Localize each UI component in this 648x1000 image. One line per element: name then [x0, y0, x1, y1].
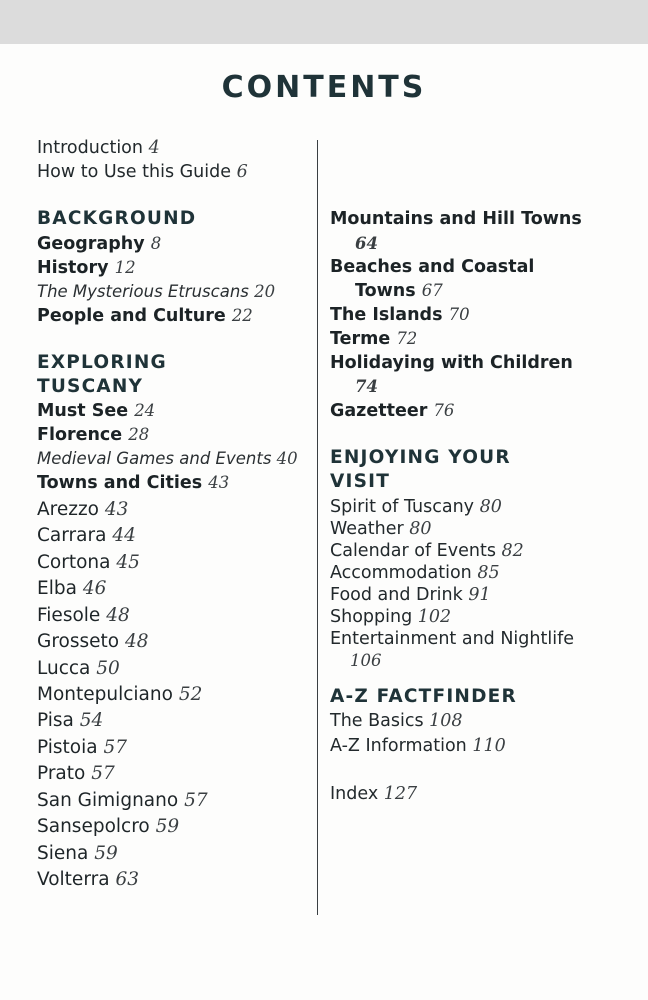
entry-title: Introduction	[37, 138, 143, 158]
entry-title: How to Use this Guide	[37, 162, 232, 182]
toc-entry	[37, 376, 143, 398]
entry-title: Gazetteer	[330, 401, 428, 421]
toc-entry	[330, 400, 454, 422]
entry-title: VISIT	[330, 471, 391, 492]
page-number: 24	[134, 401, 156, 420]
toc-entry	[355, 376, 378, 398]
page-number: 22	[231, 306, 253, 325]
toc-entry	[330, 352, 573, 374]
page-number: 57	[91, 763, 115, 784]
entry-title: Weather	[330, 519, 404, 539]
toc-entry	[37, 605, 130, 627]
toc-entry	[37, 400, 155, 422]
toc-entry	[330, 606, 451, 628]
entry-title: Holidaying with Children	[330, 353, 573, 373]
page-number: 80	[409, 519, 432, 539]
entry-title: The Islands	[330, 305, 443, 325]
entry-title: The Basics	[330, 711, 424, 731]
entry-title: Beaches and Coastal	[330, 257, 535, 277]
entry-title: Towns and Cities	[37, 473, 203, 493]
toc-entry	[330, 710, 463, 732]
page-number: 63	[115, 869, 139, 890]
entry-title: Florence	[37, 425, 123, 445]
toc-entry	[37, 352, 167, 374]
page-number: 59	[94, 843, 118, 864]
entry-title: Cortona	[37, 552, 111, 573]
toc-entry	[37, 843, 118, 865]
entry-title: A-Z Information	[330, 736, 467, 756]
page-number: 76	[433, 401, 455, 420]
toc-entry	[330, 562, 500, 584]
toc-entry	[330, 471, 390, 493]
page-number: 43	[104, 499, 129, 520]
page-number: 57	[184, 790, 208, 811]
toc-entry	[37, 424, 149, 446]
page-title: CONTENTS	[221, 70, 427, 105]
entry-title: The Mysterious Etruscans	[37, 282, 249, 301]
page-number: 85	[477, 563, 500, 583]
toc-entry	[37, 763, 115, 785]
toc-entry	[37, 208, 196, 230]
entry-title: Grosseto	[37, 631, 120, 652]
entry-title: Accommodation	[330, 563, 472, 583]
page-number: 110	[472, 736, 506, 756]
page-number: 4	[148, 138, 160, 158]
column-divider	[317, 140, 318, 915]
entry-title: Spirit of Tuscany	[330, 497, 475, 517]
entry-title: Prato	[37, 763, 86, 784]
page-number: 50	[96, 658, 120, 679]
entry-title: Arezzo	[37, 499, 99, 520]
page-number: 45	[116, 552, 140, 573]
page-number: 44	[112, 525, 136, 546]
page-number: 64	[355, 234, 378, 253]
entry-title: BACKGROUND	[37, 208, 197, 229]
toc-entry	[330, 208, 582, 230]
entry-title: Carrara	[37, 525, 107, 546]
entry-title: Siena	[37, 843, 89, 864]
entry-title: Pistoia	[37, 737, 98, 758]
page-number: 20	[254, 282, 276, 301]
page-number: 106	[350, 651, 382, 670]
toc-entry	[37, 305, 253, 327]
toc-entry	[37, 552, 140, 574]
entry-title: Geography	[37, 234, 145, 254]
toc-entry	[37, 684, 202, 706]
toc-entry	[37, 257, 136, 279]
scan-top-band	[0, 0, 648, 44]
toc-entry	[37, 499, 128, 521]
toc-entry	[37, 816, 179, 838]
page-number: 80	[479, 497, 502, 517]
toc-entry	[37, 790, 208, 812]
toc-entry	[330, 686, 517, 708]
entry-title: People and Culture	[37, 306, 226, 326]
page-number: 67	[421, 281, 443, 300]
toc-entry	[37, 869, 139, 891]
toc-entry	[330, 735, 506, 757]
toc-entry	[330, 304, 470, 326]
entry-title: Sansepolcro	[37, 816, 150, 837]
toc-entry	[330, 628, 574, 650]
page-number: 72	[396, 329, 418, 348]
toc-entry	[37, 578, 106, 600]
page-number: 70	[448, 305, 470, 324]
entry-title: Montepulciano	[37, 684, 173, 705]
page-number: 46	[82, 578, 107, 599]
entry-title: Shopping	[330, 607, 413, 627]
page-number: 52	[178, 684, 203, 705]
toc-entry	[330, 496, 502, 518]
toc-entry	[355, 233, 378, 255]
page-number: 82	[501, 541, 524, 561]
page-number: 102	[417, 607, 452, 627]
toc-entry	[37, 137, 160, 159]
entry-title: Mountains and Hill Towns	[330, 209, 582, 229]
entry-title: Terme	[330, 329, 391, 349]
toc-entry	[37, 281, 275, 303]
entry-title: Food and Drink	[330, 585, 463, 605]
entry-title: San Gimignano	[37, 790, 179, 811]
toc-entry	[330, 584, 491, 606]
entry-title: Calendar of Events	[330, 541, 496, 561]
toc-entry	[37, 233, 161, 255]
entry-title: Towns	[355, 281, 416, 301]
entry-title: Index	[330, 784, 379, 804]
toc-entry	[37, 658, 120, 680]
entry-title: Elba	[37, 578, 77, 599]
entry-title: Volterra	[37, 869, 110, 890]
entry-title: EXPLORING	[37, 352, 167, 373]
page-number: 127	[383, 784, 418, 804]
page-number: 91	[468, 585, 491, 605]
page-number: 6	[236, 162, 248, 182]
toc-entry	[350, 650, 382, 672]
toc-entry	[37, 472, 229, 494]
toc-entry	[330, 256, 534, 278]
entry-title: Pisa	[37, 710, 74, 731]
toc-entry	[330, 328, 417, 350]
entry-title: Fiesole	[37, 605, 101, 626]
entry-title: Lucca	[37, 658, 91, 679]
page-number: 59	[155, 816, 180, 837]
page-number: 43	[208, 473, 230, 492]
page-number: 28	[128, 425, 150, 444]
toc-entry	[330, 540, 524, 562]
toc-entry	[330, 518, 432, 540]
page-number: 48	[106, 605, 130, 626]
toc-entry	[355, 280, 443, 302]
entry-title: History	[37, 258, 109, 278]
toc-entry	[330, 447, 511, 469]
entry-title: Entertainment and Nightlife	[330, 629, 574, 649]
page-number: 57	[103, 737, 128, 758]
entry-title: TUSCANY	[37, 376, 144, 397]
toc-entry	[37, 525, 136, 547]
page-number: 74	[355, 377, 378, 396]
page-number: 48	[124, 631, 149, 652]
toc-entry	[37, 710, 103, 732]
page-number: 40	[276, 449, 298, 468]
toc-entry	[37, 737, 127, 759]
entry-title: A-Z FACTFINDER	[330, 686, 517, 707]
toc-entry	[37, 448, 298, 470]
entry-title: Must See	[37, 401, 129, 421]
toc-entry	[37, 161, 248, 183]
page-number: 12	[114, 258, 136, 277]
entry-title: Medieval Games and Events	[37, 449, 272, 468]
toc-entry	[37, 631, 149, 653]
page-number: 54	[79, 710, 104, 731]
toc-entry	[330, 783, 417, 805]
entry-title: ENJOYING YOUR	[330, 447, 511, 468]
page-number: 8	[150, 234, 162, 253]
page-number: 108	[429, 711, 463, 731]
